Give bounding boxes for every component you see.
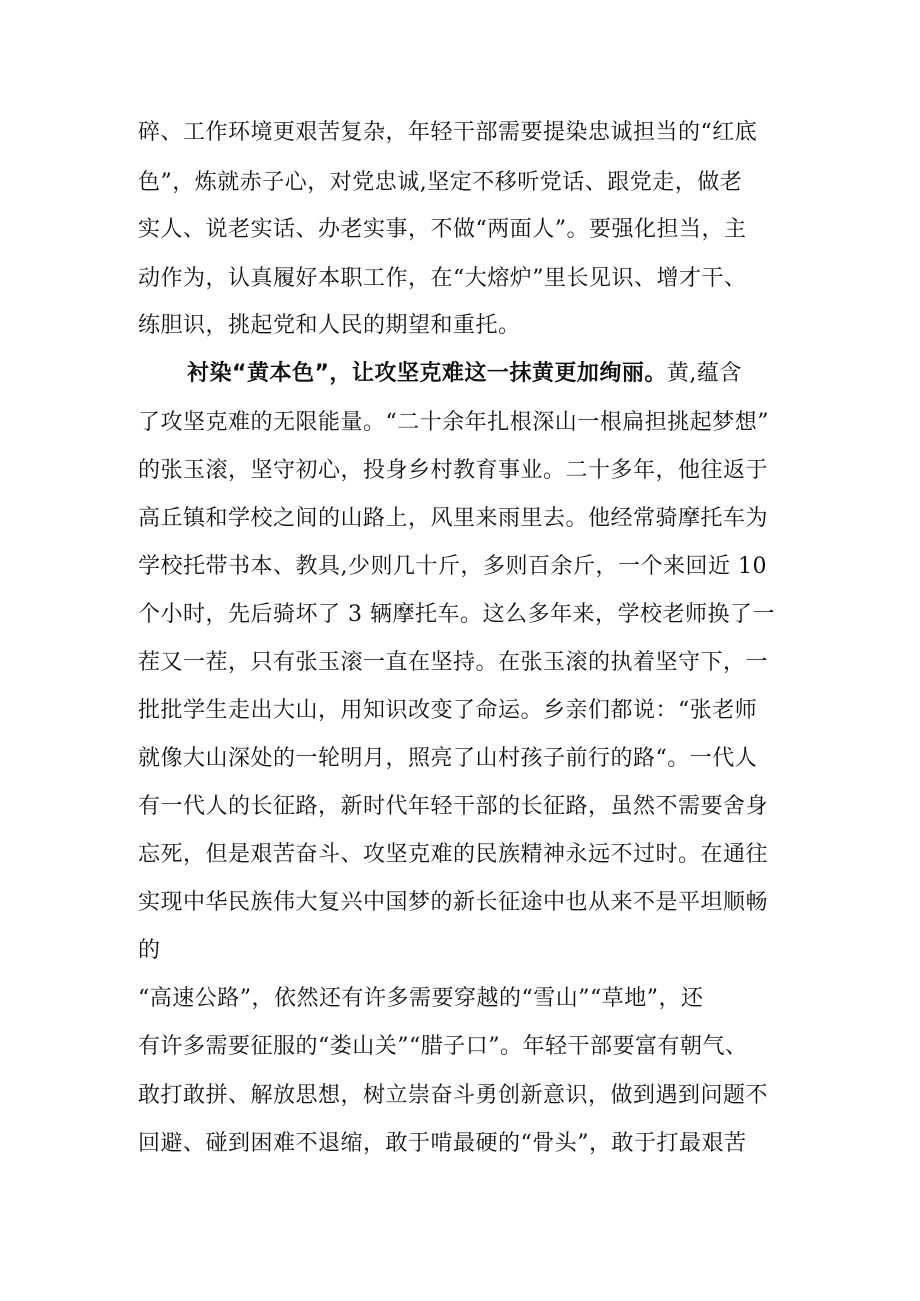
text-line: 的 [138,938,161,963]
text-line: 了攻坚克难的无限能量。“二十余年扎根深山一根扁担挑起梦想” [138,410,769,435]
text-line: 动作为，认真履好本职工作，在“大熔炉”里长见识、增才干、 [138,266,747,291]
text-line: 敢打敢拼、解放思想，树立崇奋斗勇创新意识，做到遇到问题不 [138,1083,769,1108]
text-line: 就像大山深处的一轮明月，照亮了山村孩子前行的路“。一代人 [138,746,758,771]
text-line: 色”，炼就赤子心，对党忠诚,坚定不移听党话、跟党走，做老 [138,170,743,195]
text-line: 回避、碰到困难不退缩，敢于啃最硬的“骨头”，敢于打最艰苦 [138,1131,747,1156]
text-line: 有许多需要征服的“娄山关”“腊子口”。年轻干部要富有朝气、 [138,1034,748,1059]
text-line: 学校托带书本、教具,少则几十斤，多则百余斤，一个来回近 10 [138,554,767,579]
text-line: 个小时，先后骑坏了 3 辆摩托车。这么多年来，学校老师换了一 [138,602,775,627]
text-line: “高速公路”，依然还有许多需要穿越的“雪山”“草地”，还 [138,986,704,1011]
text-run: 黄,蕴含 [666,361,742,386]
paragraph-first-line [187,359,742,389]
text-line: 的张玉滚，坚守初心，投身乡村教育事业。二十多年，他往返于 [138,458,769,483]
text-line: 批批学生走出大山，用知识改变了命运。乡亲们都说：“张老师 [138,698,758,723]
text-line: 茬又一茬，只有张玉滚一直在坚持。在张玉滚的执着坚守下，一 [138,650,769,675]
text-line: 高丘镇和学校之间的山路上，风里来雨里去。他经常骑摩托车为 [138,506,769,531]
paragraph-heading: 衬染“黄本色”，让攻坚克难这一抹黄更加绚丽。 [187,361,667,386]
text-line: 忘死，但是艰苦奋斗、攻坚克难的民族精神永远不过时。在通往 [138,842,769,867]
text-line: 碎、工作环境更艰苦复杂，年轻干部需要提染忠诚担当的“红底 [138,120,758,145]
text-line: 练胆识，挑起党和人民的期望和重托。 [138,313,521,338]
text-line: 实现中华民族伟大复兴中国梦的新长征途中也从来不是平坦顺畅 [138,890,769,915]
text-line: 实人、说老实话、办老实事，不做“两面人”。要强化担当，主 [138,217,747,242]
text-line: 有一代人的长征路，新时代年轻干部的长征路，虽然不需要舍身 [138,794,769,819]
